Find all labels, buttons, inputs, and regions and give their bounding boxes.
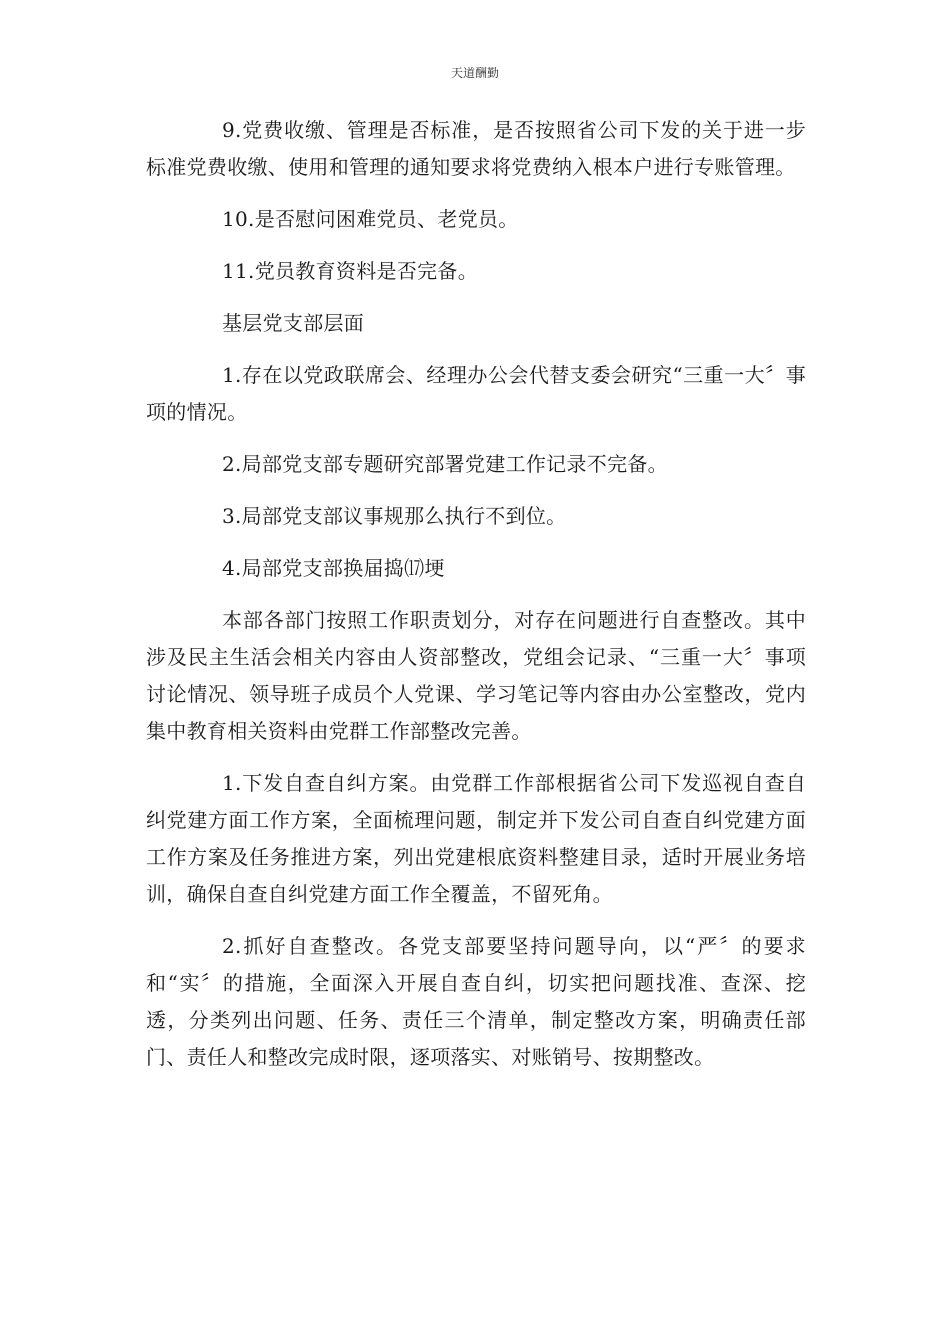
document-body <box>146 112 806 1091</box>
branch-item-4: 4.局部党支部换届捣⒄埂 <box>222 556 445 580</box>
measure-item-1: 1.下发自查自纠方案。由党群工作部根据省公司下发巡视自查自纠党建方面工作方案，全面梳理问题，制定并下发公司自查自纠党建方面工作方案及任务推进方案，列出党建根底资料整建目录，适时开展业务培训，确保自查自纠党建方面工作全覆盖，不留死角。 <box>146 771 806 906</box>
branch-item-2: 2.局部党支部专题研究部署党建工作记录不完备。 <box>222 452 668 476</box>
measure-item-2: 2.抓好自查整改。各党支部要坚持问题导向，以“严〞的要求和“实〞的措施，全面深入开展自查自纠，切实把问题找准、查深、挖透，分类列出问题、任务、责任三个清单，制定整改方案，明确责任部门、责任人和整改完成时限，逐项落实、对账销号、按期整改。 <box>146 934 806 1069</box>
paragraph-item-9: 9.党费收缴、管理是否标准，是否按照省公司下发的关于进一步标准党费收缴、使用和管理的通知要求将党费纳入根本户进行专账管理。 <box>146 118 806 179</box>
page-header: 天道酬勤 <box>450 66 499 80</box>
branch-item-1: 1.存在以党政联席会、经理办公会代替支委会研究“三重一大〞事项的情况。 <box>146 363 806 424</box>
section-heading: 基层党支部层面 <box>222 311 365 335</box>
paragraph-item-11: 11.党员教育资料是否完备。 <box>222 259 479 283</box>
paragraph-item-10: 10.是否慰问困难党员、老党员。 <box>222 207 519 231</box>
branch-item-3: 3.局部党支部议事规那么执行不到位。 <box>222 504 567 528</box>
responsibility-paragraph: 本部各部门按照工作职责划分，对存在问题进行自查整改。其中涉及民主生活会相关内容由人资部整改，党组会记录、“三重一大〞事项讨论情况、领导班子成员个人党课、学习笔记等内容由办公室整改，党内集中教育相关资料由党群工作部整改完善。 <box>146 608 806 743</box>
